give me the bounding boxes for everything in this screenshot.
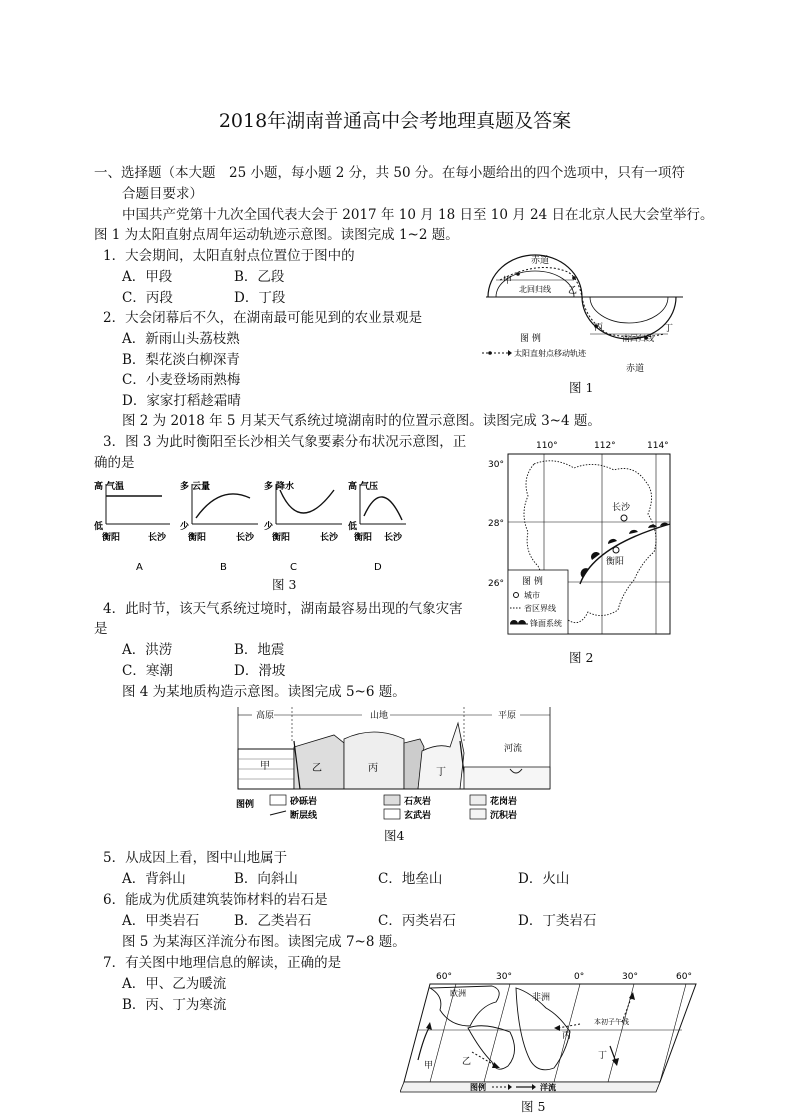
fig5-label-bing: 丙 — [562, 1031, 572, 1041]
fig5-legend-title: 图例 — [470, 1083, 486, 1092]
fig4-legend-granite: 花岗岩 — [490, 797, 518, 807]
fig1-equator-label-bottom: 赤道 — [626, 364, 645, 374]
fig5-label-meridian: 本初子午线 — [594, 1018, 629, 1026]
intro3: 图 4 为某地质构造示意图。读图完成 5~6 题。 — [122, 684, 406, 700]
fig5-label-europe: 欧洲 — [450, 989, 466, 998]
q2-option-d: D．家家打稻趁霜晴 — [122, 393, 241, 409]
fig2-lat-26: 26° — [488, 579, 504, 589]
fig3-c-hengyang: 衡阳 — [272, 533, 291, 543]
fig2-city-hengyang: 衡阳 — [606, 557, 625, 567]
page-title: 2018年湖南普通高中会考地理真题及答案 — [218, 110, 572, 132]
intro1-line2: 图 1 为太阳直射点周年运动轨迹示意图。读图完成 1~2 题。 — [94, 227, 459, 243]
figure-2-caption: 图 2 — [569, 650, 594, 665]
fig4-label-mountain: 山地 — [370, 711, 389, 721]
fig3-graph-a — [94, 480, 170, 543]
fig3-option-a: A — [136, 562, 143, 573]
q6-option-c: C．丙类岩石 — [378, 913, 456, 929]
fig3-c-many: 多 — [264, 482, 274, 492]
q2-option-b: B．梨花淡白柳深青 — [122, 352, 240, 368]
fig3-b-ylabel: 云量 — [192, 482, 211, 492]
q6-stem: 6．能成为优质建筑装饰材料的岩石是 — [103, 892, 328, 908]
fig4-label-bing: 丙 — [368, 763, 378, 774]
fig2-legend-front: 锋面系统 — [530, 619, 562, 628]
fig4-label-plain: 平原 — [498, 711, 517, 721]
fig3-d-hengyang: 衡阳 — [354, 533, 373, 543]
fig3-graph-d — [348, 480, 406, 543]
fig5-lon-30w: 30° — [496, 972, 512, 982]
fig4-legend-title: 图例 — [236, 800, 255, 810]
fig2-city-changsha: 长沙 — [612, 503, 631, 513]
fig3-d-ylabel: 气压 — [360, 482, 379, 492]
fig3-option-b: B — [220, 562, 227, 573]
fig5-legend-current: 洋流 — [540, 1083, 556, 1092]
fig3-c-ylabel: 降水 — [276, 482, 295, 492]
fig3-b-hengyang: 衡阳 — [188, 533, 207, 543]
q4-option-b: B．地震 — [234, 642, 285, 658]
q4-stem-line1: 4．此时节，该天气系统过境时，湖南最容易出现的气象灾害 — [103, 601, 463, 617]
q7-option-b: B．丙、丁为寒流 — [122, 997, 227, 1013]
fig2-lon-114: 114° — [647, 441, 669, 451]
q3-stem-line2: 确的是 — [94, 455, 135, 471]
section-heading-line2: 合题目要求） — [122, 186, 203, 202]
fig2-legend-title: 图 例 — [522, 577, 543, 587]
figure-5-map — [400, 966, 700, 1098]
q4-stem-line2: 是 — [94, 621, 108, 637]
fig5-lon-30e: 30° — [622, 972, 638, 982]
fig3-graph-b — [180, 480, 258, 543]
fig2-lon-112: 112° — [594, 441, 616, 451]
q5-stem: 5．从成因上看，图中山地属于 — [103, 850, 288, 866]
figure-1-caption: 图 1 — [569, 380, 594, 395]
q5-option-b: B．向斜山 — [234, 871, 298, 887]
q2-stem: 2．大会闭幕后不久，在湖南最可能见到的农业景观是 — [103, 310, 423, 326]
q5-option-d: D．火山 — [518, 871, 570, 887]
fig4-label-yi: 乙 — [312, 763, 322, 774]
figure-1-diagram — [478, 250, 693, 380]
fig4-label-plateau: 高原 — [256, 711, 275, 721]
fig3-d-high: 高 — [348, 482, 358, 492]
figure-2-map — [484, 434, 689, 646]
intro4: 图 5 为某海区洋流分布图。读图完成 7~8 题。 — [122, 934, 406, 950]
fig5-lon-60e: 60° — [676, 972, 692, 982]
section-heading-line1: 一、选择题（本大题 25 小题，每小题 2 分，共 50 分。在每小题给出的四个选项中，只有一项符 — [94, 165, 685, 181]
fig3-a-high: 高 — [94, 482, 104, 492]
q2-option-a: A．新雨山头荔枝熟 — [122, 331, 240, 347]
q1-option-d: D．丁段 — [234, 290, 286, 306]
fig1-equator-label-top: 赤道 — [531, 256, 550, 266]
fig4-legend-sediment: 沉积岩 — [490, 811, 518, 821]
fig5-lon-60w: 60° — [436, 972, 452, 982]
fig4-legend-basalt: 玄武岩 — [404, 811, 432, 821]
fig3-a-ylabel: 气温 — [106, 482, 125, 492]
fig3-option-c: C — [290, 562, 297, 573]
fig4-label-river: 河流 — [504, 744, 523, 754]
figure-4-caption: 图4 — [384, 828, 405, 843]
q4-option-d: D．滑坡 — [234, 663, 286, 679]
q2-option-c: C．小麦登场雨熟梅 — [122, 372, 241, 388]
fig3-b-changsha: 长沙 — [236, 533, 255, 543]
fig4-legend-fault: 断层线 — [290, 811, 318, 821]
q1-option-c: C．丙段 — [122, 290, 173, 306]
figure-3-caption: 图 3 — [272, 577, 297, 592]
q6-option-d: D．丁类岩石 — [518, 913, 597, 929]
intro1-line1: 中国共产党第十九次全国代表大会于 2017 年 10 月 18 日至 10 月 24 日在北京人民大会堂举行。 — [122, 207, 714, 223]
fig4-legend-conglomerate: 砂砾岩 — [290, 797, 318, 807]
fig5-label-africa: 非洲 — [532, 993, 551, 1003]
fig2-lat-28: 28° — [488, 519, 504, 529]
fig1-label-tropic-n: 北回归线 — [519, 285, 551, 294]
q1-option-b: B．乙段 — [234, 269, 285, 285]
q1-option-a: A．甲段 — [122, 269, 173, 285]
fig3-a-changsha: 长沙 — [148, 533, 167, 543]
q3-stem-line1: 3．图 3 为此时衡阳至长沙相关气象要素分布状况示意图，正 — [103, 434, 467, 450]
fig4-legend-limestone: 石灰岩 — [404, 797, 432, 807]
fig5-label-jia: 甲 — [424, 1061, 434, 1071]
q4-option-a: A．洪涝 — [122, 642, 173, 658]
fig2-legend-border: 省区界线 — [524, 604, 556, 613]
q1-stem: 1．大会期间，太阳直射点位置位于图中的 — [103, 248, 355, 264]
fig3-b-few: 少 — [180, 522, 190, 532]
figure-5-caption: 图 5 — [521, 1099, 546, 1114]
fig1-label-yi: 乙 — [568, 286, 578, 296]
figure-3-graphs — [90, 476, 410, 576]
fig2-lat-30: 30° — [488, 460, 504, 470]
fig2-legend-city: 城市 — [524, 591, 540, 600]
q7-option-a: A．甲、乙为暖流 — [122, 976, 227, 992]
fig3-a-hengyang: 衡阳 — [102, 533, 121, 543]
q4-option-c: C．寒潮 — [122, 663, 173, 679]
q6-option-a: A．甲类岩石 — [122, 913, 200, 929]
fig3-c-few: 少 — [264, 522, 274, 532]
fig5-label-ding: 丁 — [598, 1051, 608, 1061]
fig1-label-jia: 甲 — [503, 276, 513, 286]
fig1-label-ding: 丁 — [664, 324, 674, 334]
fig3-option-d: D — [374, 562, 382, 573]
fig5-label-yi: 乙 — [462, 1057, 472, 1067]
q5-option-a: A．背斜山 — [122, 871, 186, 887]
fig1-legend-title: 图 例 — [520, 334, 541, 344]
fig1-label-tropic-s: 南回归线 — [622, 334, 654, 343]
fig3-a-low: 低 — [94, 522, 104, 532]
fig2-lon-110: 110° — [536, 441, 558, 451]
fig3-graph-c — [264, 480, 342, 543]
fig1-label-bing: 丙 — [594, 323, 604, 333]
fig3-d-low: 低 — [348, 522, 358, 532]
fig5-lon-0: 0° — [574, 972, 585, 982]
q7-stem: 7．有关图中地理信息的解读，正确的是 — [103, 955, 342, 971]
fig3-d-changsha: 长沙 — [384, 533, 403, 543]
fig3-b-many: 多 — [180, 482, 190, 492]
fig1-legend-item: 太阳直射点移动轨迹 — [514, 349, 586, 358]
fig4-label-jia: 甲 — [260, 761, 270, 772]
q5-option-c: C．地垒山 — [378, 871, 443, 887]
fig4-label-ding: 丁 — [436, 767, 446, 778]
intro2: 图 2 为 2018 年 5 月某天气系统过境湖南时的位置示意图。读图完成 3~4 题。 — [122, 413, 601, 429]
figure-4-diagram — [234, 703, 554, 825]
fig3-c-changsha: 长沙 — [320, 533, 339, 543]
q6-option-b: B．乙类岩石 — [234, 913, 312, 929]
